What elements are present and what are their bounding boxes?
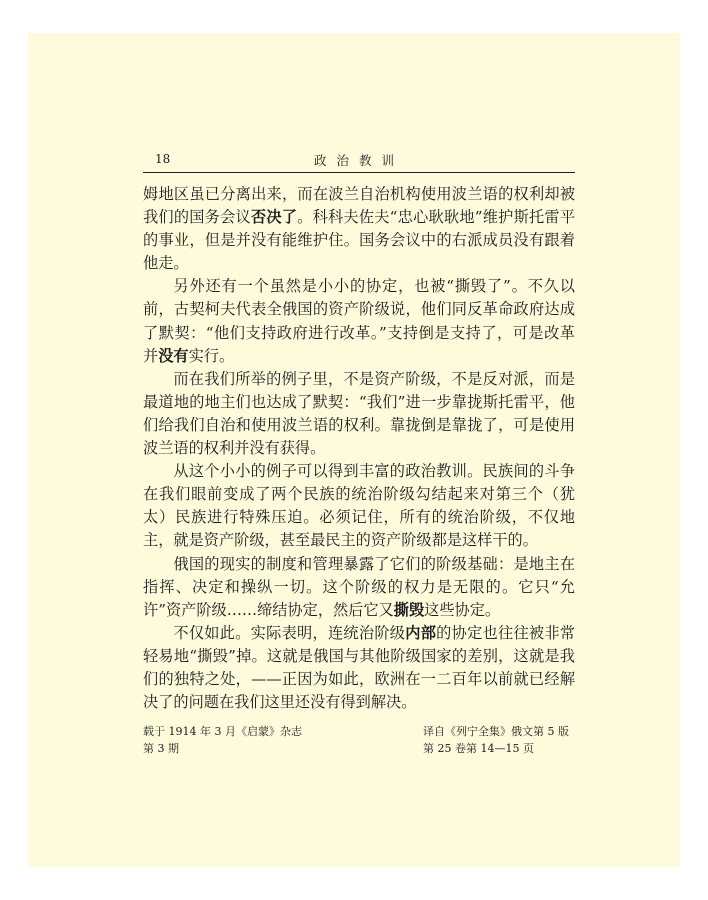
footer-translation-line-1: 译自《列宁全集》俄文第 5 版 (423, 725, 569, 738)
footer-source-line-2: 第 3 期 (143, 742, 179, 755)
paragraph-6-text-c: 的协定也往往被非常轻易地“撕毁”掉。这就是俄国与其他阶级国家的差别，这就是我们的独特之处，——正因为如此，欧洲在一二百年以前就已经解决了的问题在我们这里还没有得到解决。 (143, 623, 576, 712)
paragraph-2-emphasis: 没有 (158, 346, 189, 365)
paragraph-1-emphasis: 否决了 (250, 208, 298, 227)
paragraph-6 (143, 622, 575, 714)
paragraph-6-emphasis: 内部 (405, 623, 437, 642)
paragraph-5-text-c: 这些协定。 (424, 600, 501, 619)
paragraph-2-text-a: 另外还有一个虽然是小小的协定，也被“撕毁了”。不久以前，古契柯夫代表全俄国的资产阶级说，他们同反革命政府达成了默契：“他们支持政府进行改革。”支持倒是支持了，可是改革并 (143, 277, 575, 365)
paragraph-3: 而在我们所举的例子里，不是资产阶级，不是反对派，而是最道地的地主们也达成了默契：“我们”进一步靠拢斯托雷平，他们给我们自治和使用波兰语的权利。靠拢倒是靠拢了，可是使用波兰语的权利并没有获得。 (143, 369, 575, 458)
paragraph-2-text-c: 实行。 (188, 346, 235, 365)
footer-source-note (143, 723, 302, 757)
running-title: 政治教训 (313, 153, 404, 168)
paragraph-4: 从这个小小的例子可以得到丰富的政治教训。民族间的斗争在我们眼前变成了两个民族的统治阶级勾结起来对第三个（犹太）民族进行特殊压迫。必须记住，所有的统治阶级，不仅地主，就是资产阶级，甚至最民主的资产阶级都是这样干的。 (143, 462, 575, 550)
body-text (143, 183, 575, 714)
paragraph-5-text-a: 俄国的现实的制度和管理暴露了它们的阶级基础：是地主在指挥、决定和操纵一切。这个阶级的权力是无限的。它只“允许”资产阶级……缔结协定，然后它又 (143, 554, 575, 619)
page-header (143, 150, 575, 173)
paragraph-6-text-a: 不仅如此。实际表明，连统治阶级 (173, 623, 406, 642)
paragraph-5 (143, 553, 575, 622)
page-number: 18 (155, 152, 171, 166)
paragraph-1-text-a: 姆地区虽已分离出来，而在波兰自治机构使用波兰语的权利却被我们的国务会议 (143, 185, 575, 227)
footer-translation-note (423, 723, 569, 757)
footer-translation-line-2: 第 25 卷第 14—15 页 (423, 742, 534, 755)
paragraph-1-text-c: 。科科夫佐夫“忠心耿耿地”维护斯托雷平的事业，但是并没有能维护住。国务会议中的右派成员没有跟着他走。 (143, 208, 576, 273)
paragraph-2 (143, 275, 575, 367)
paragraph-5-emphasis: 撕毁 (393, 600, 425, 619)
paragraph-1 (143, 183, 575, 275)
footer-source-line-1: 载于 1914 年 3 月《启蒙》杂志 (143, 725, 302, 738)
